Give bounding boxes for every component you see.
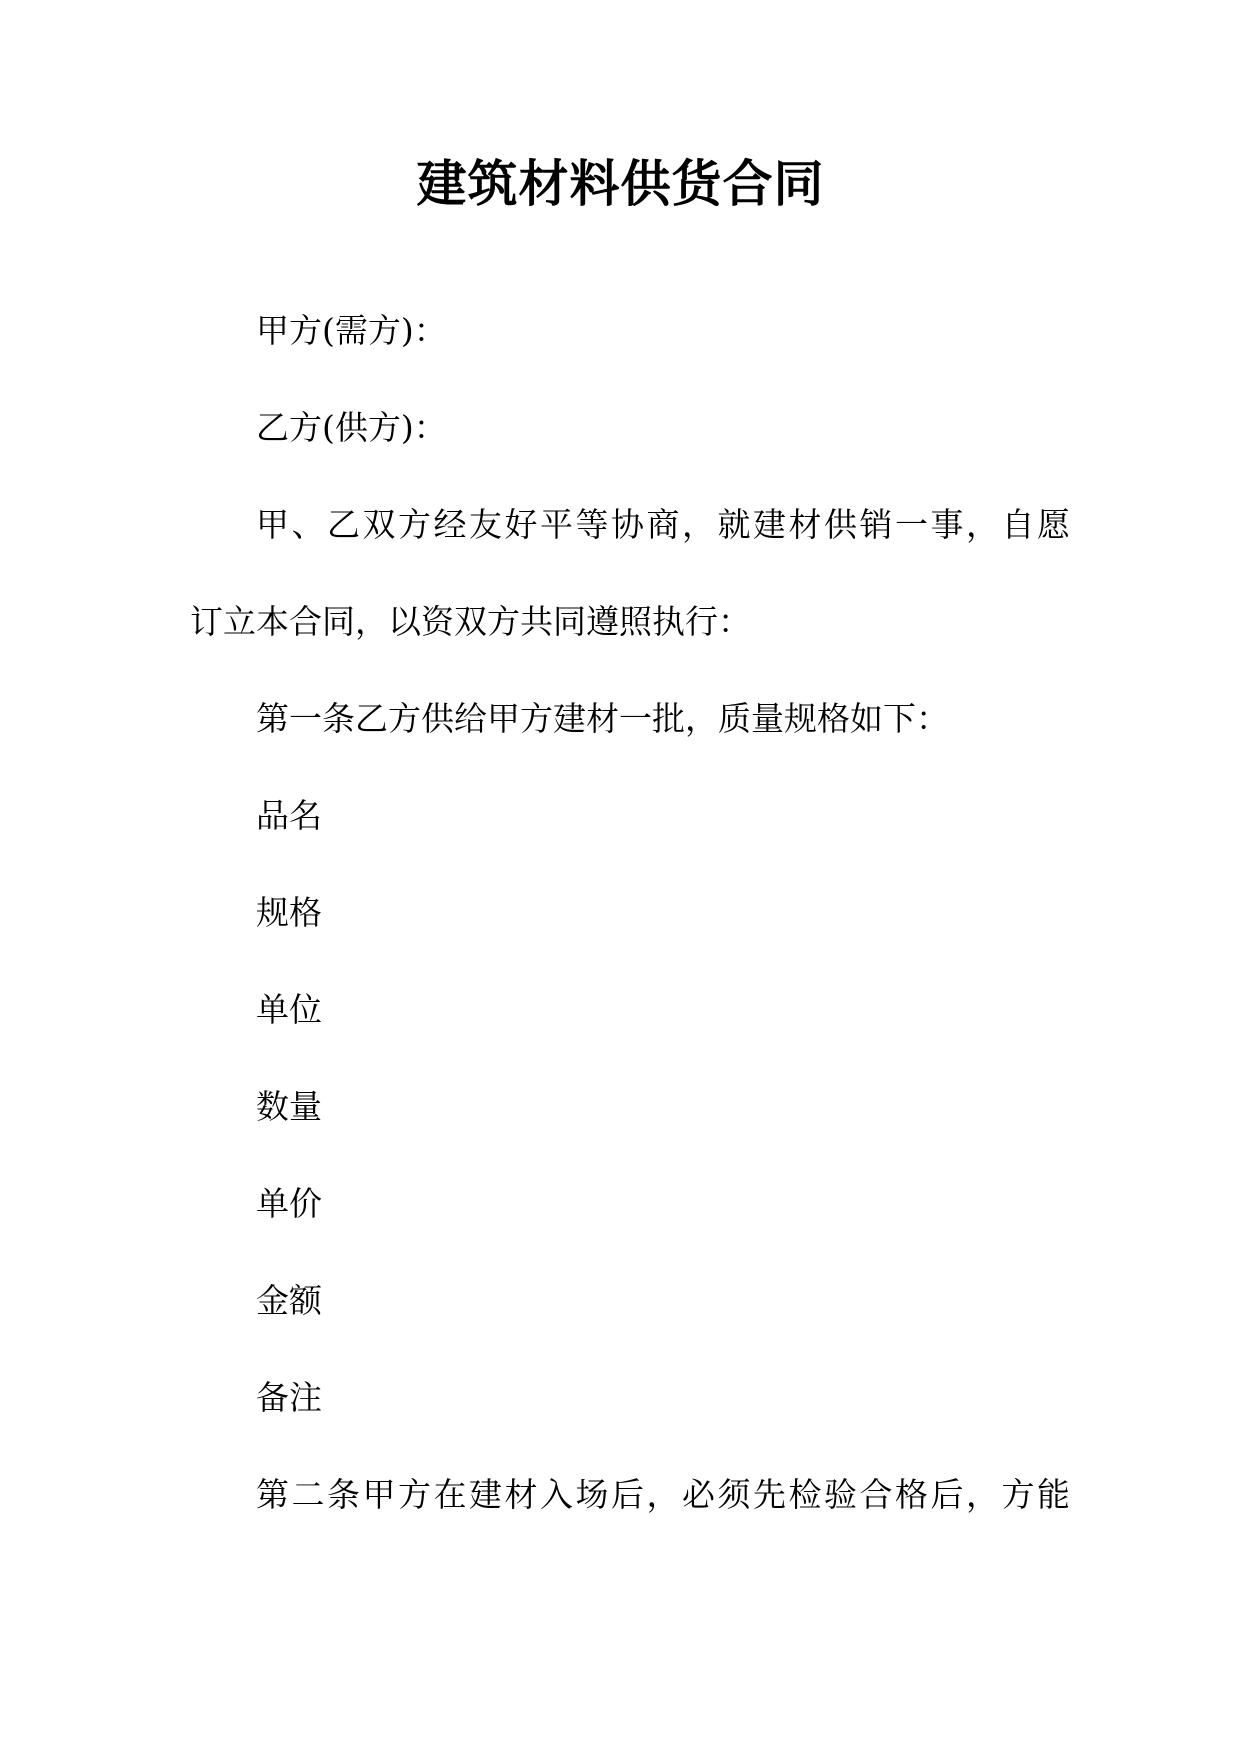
field-unit: 单位: [256, 990, 322, 1029]
field-unit-price: 单价: [256, 1184, 322, 1223]
intro-paragraph-line-2: 订立本合同，以资双方共同遵照执行：: [190, 602, 751, 641]
field-quantity: 数量: [256, 1087, 322, 1126]
field-amount: 金额: [256, 1281, 322, 1320]
field-specification: 规格: [256, 893, 322, 932]
party-b-line: 乙方(供方)：: [256, 408, 447, 447]
party-a-line: 甲方(需方)：: [256, 311, 447, 350]
article-2-line-1: 第二条甲方在建材入场后，必须先检验合格后，方能: [256, 1475, 1070, 1514]
field-remarks: 备注: [256, 1378, 322, 1417]
intro-paragraph-line-1: 甲、乙双方经友好平等协商，就建材供销一事，自愿: [256, 505, 1070, 544]
field-product-name: 品名: [256, 796, 322, 835]
document-title: 建筑材料供货合同: [416, 154, 825, 213]
article-1-line: 第一条乙方供给甲方建材一批，质量规格如下：: [256, 699, 949, 738]
